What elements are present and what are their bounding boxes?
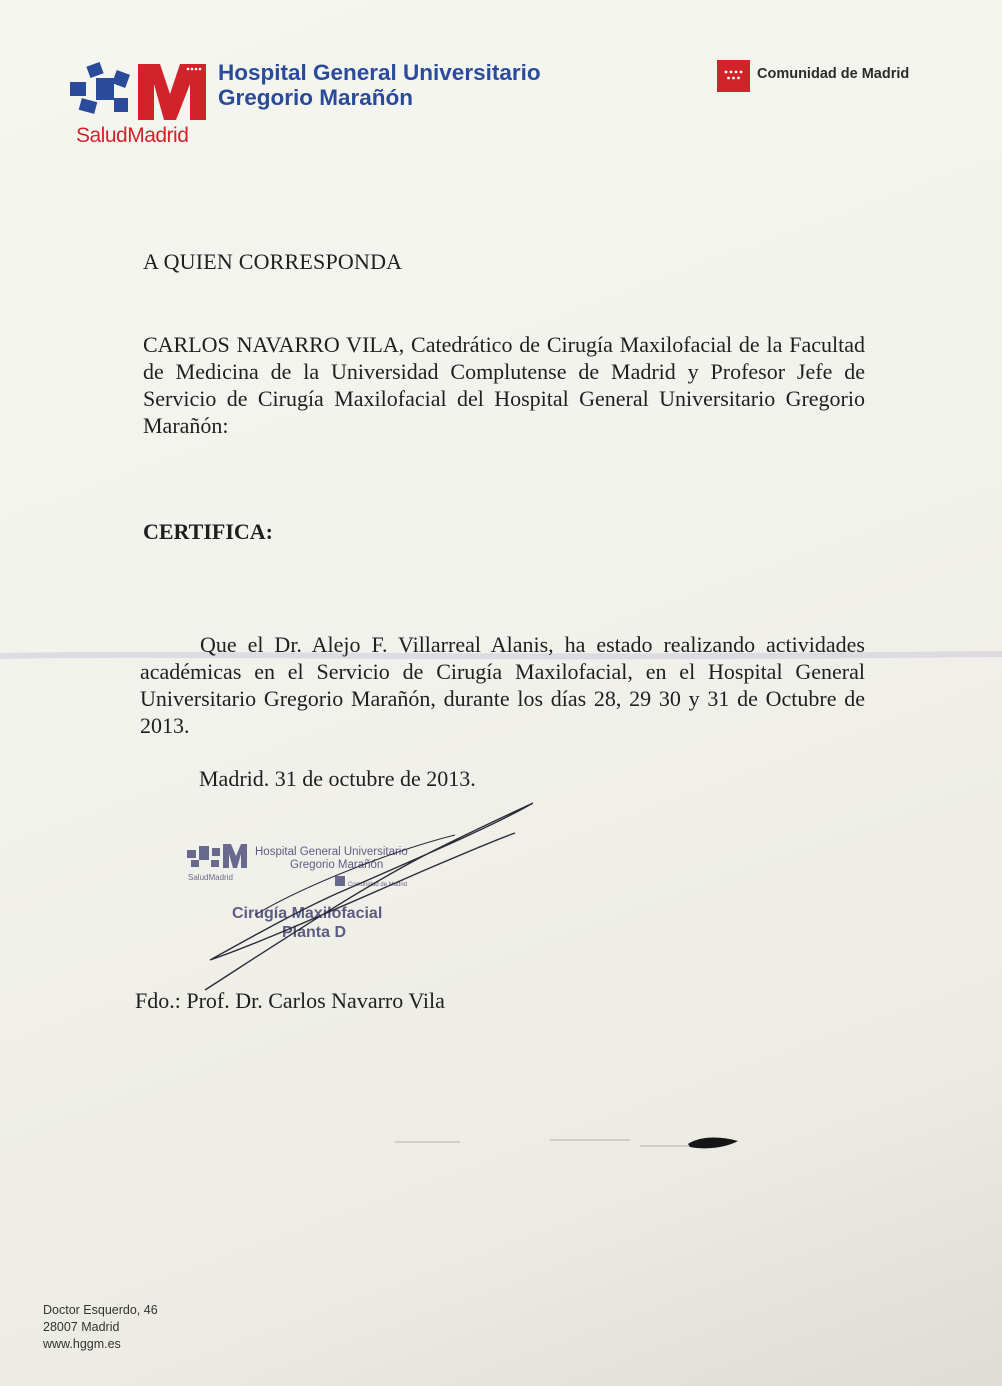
comunidad-label: Comunidad de Madrid bbox=[757, 66, 910, 82]
stamp-hospital-line1: Hospital General Universitario bbox=[255, 846, 408, 858]
stamp-department-name: Cirugía Maxilofacial bbox=[232, 905, 383, 922]
certification-paragraph: Que el Dr. Alejo F. Villarreal Alanis, ha estado realizando actividades académicas en el Servicio de Cirugía Maxilofacial, en el Hospital General Universitario Gregorio Marañón, durante los días 28, 29 30 y 31 de Octubre de 2013. bbox=[140, 632, 865, 738]
footer-address bbox=[43, 1302, 158, 1353]
hospital-name bbox=[218, 60, 541, 110]
signature bbox=[195, 795, 545, 995]
certifica-heading: CERTIFICA: bbox=[143, 519, 274, 544]
salutation: A QUIEN CORRESPONDA bbox=[143, 249, 403, 274]
comunidad-flag-icon bbox=[717, 60, 750, 92]
stray-ink-marks bbox=[0, 1120, 1002, 1180]
footer-street: Doctor Esquerdo, 46 bbox=[43, 1303, 158, 1317]
hospital-name-line2: Gregorio Marañón bbox=[218, 85, 414, 110]
stamp-comunidad: Comunidad de Madrid bbox=[348, 882, 408, 888]
intro-text: CARLOS NAVARRO VILA, Catedrático de Cirugía Maxilofacial de la Facultad de Medicina de la Universidad Complutense de Madrid y Profesor Jefe de Servicio de Cirugía Maxilofacial del Hospital General Universitario Gregorio Marañón: bbox=[143, 332, 865, 438]
hospital-name-line1: Hospital General Universitario bbox=[218, 60, 541, 85]
salud-madrid-label: SaludMadrid bbox=[76, 124, 189, 147]
stamp-hospital-line2: Gregorio Marañón bbox=[290, 859, 384, 871]
signed-by: Fdo.: Prof. Dr. Carlos Navarro Vila bbox=[135, 988, 445, 1013]
footer-web: www.hggm.es bbox=[43, 1337, 121, 1351]
stamp-salud: SaludMadrid bbox=[188, 873, 233, 882]
footer-city: 28007 Madrid bbox=[43, 1320, 120, 1334]
intro-paragraph bbox=[143, 331, 865, 439]
place-date: Madrid. 31 de octubre de 2013. bbox=[199, 766, 476, 791]
stamp-floor: Planta D bbox=[282, 924, 347, 941]
